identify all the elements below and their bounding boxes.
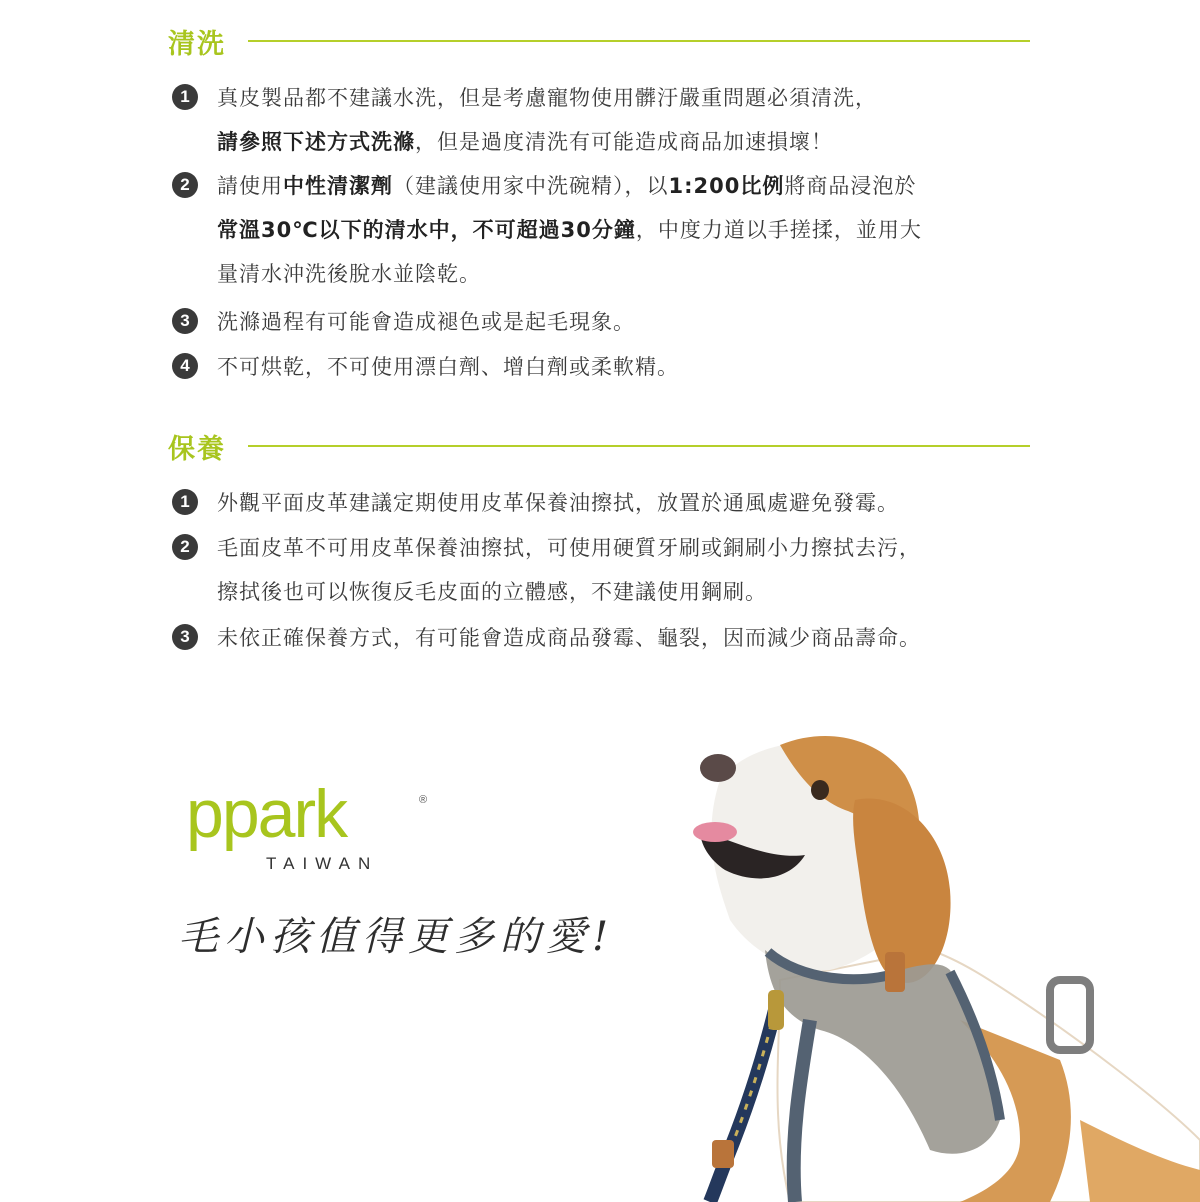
item-line: 毛面皮革不可用皮革保養油擦拭，可使用硬質牙刷或銅刷小力擦拭去污， <box>217 536 921 560</box>
item-line: 不可烘乾，不可使用漂白劑、增白劑或柔軟精。 <box>217 355 679 379</box>
cleaning-item-1 <box>172 76 1052 164</box>
care-item-3 <box>172 616 1052 660</box>
section-title-care: 保養 <box>168 433 226 465</box>
item-line: 請參照下述方式洗滌，但是過度清洗有可能造成商品加速損壞！ <box>217 130 833 154</box>
cleaning-item-2 <box>172 164 1052 296</box>
item-line: 外觀平面皮革建議定期使用皮革保養油擦拭，放置於通風處避免發霉。 <box>217 491 899 515</box>
number-badge: 3 <box>172 624 198 650</box>
emphasis-text: 1:200比例 <box>668 174 785 198</box>
item-line: 洗滌過程有可能會造成褪色或是起毛現象。 <box>217 310 635 334</box>
section-title-cleaning: 清洗 <box>168 28 226 60</box>
cleaning-item-4 <box>172 345 1052 389</box>
section-divider <box>248 40 1030 42</box>
registered-mark: ® <box>419 794 428 806</box>
section-header-cleaning <box>168 21 1030 61</box>
number-badge: 2 <box>172 172 198 198</box>
dog-photo <box>660 720 1200 1202</box>
item-line: 請使用中性清潔劑（建議使用家中洗碗精），以1:200比例將商品浸泡於 <box>217 174 917 198</box>
item-line: 擦拭後也可以恢復反毛皮面的立體感，不建議使用鋼刷。 <box>217 580 767 604</box>
number-badge: 4 <box>172 353 198 379</box>
item-line: 量清水沖洗後脫水並陰乾。 <box>217 262 481 286</box>
item-line: 常溫30℃以下的清水中，不可超過30分鐘，中度力道以手搓揉，並用大 <box>217 218 922 242</box>
logo-wordmark: ppark <box>186 785 347 852</box>
ppark-logo <box>186 785 436 880</box>
emphasis-text: 中性清潔劑 <box>283 174 393 198</box>
number-badge: 2 <box>172 534 198 560</box>
tagline: 毛小孩值得更多的愛! <box>178 914 615 960</box>
emphasis-text: 請參照下述方式洗滌 <box>217 130 415 154</box>
emphasis-text: 常溫30℃以下的清水中，不可超過30分鐘 <box>217 218 636 242</box>
section-header-care <box>168 426 1030 466</box>
care-item-1 <box>172 481 1052 525</box>
section-divider <box>248 445 1030 447</box>
number-badge: 1 <box>172 84 198 110</box>
number-badge: 3 <box>172 308 198 334</box>
cleaning-item-3 <box>172 300 1052 344</box>
care-item-2 <box>172 526 1052 614</box>
item-line: 真皮製品都不建議水洗，但是考慮寵物使用髒汙嚴重問題必須清洗， <box>217 86 877 110</box>
item-line: 未依正確保養方式，有可能會造成商品發霉、龜裂，因而減少商品壽命。 <box>217 626 921 650</box>
logo-country: TAIWAN <box>266 854 379 873</box>
number-badge: 1 <box>172 489 198 515</box>
